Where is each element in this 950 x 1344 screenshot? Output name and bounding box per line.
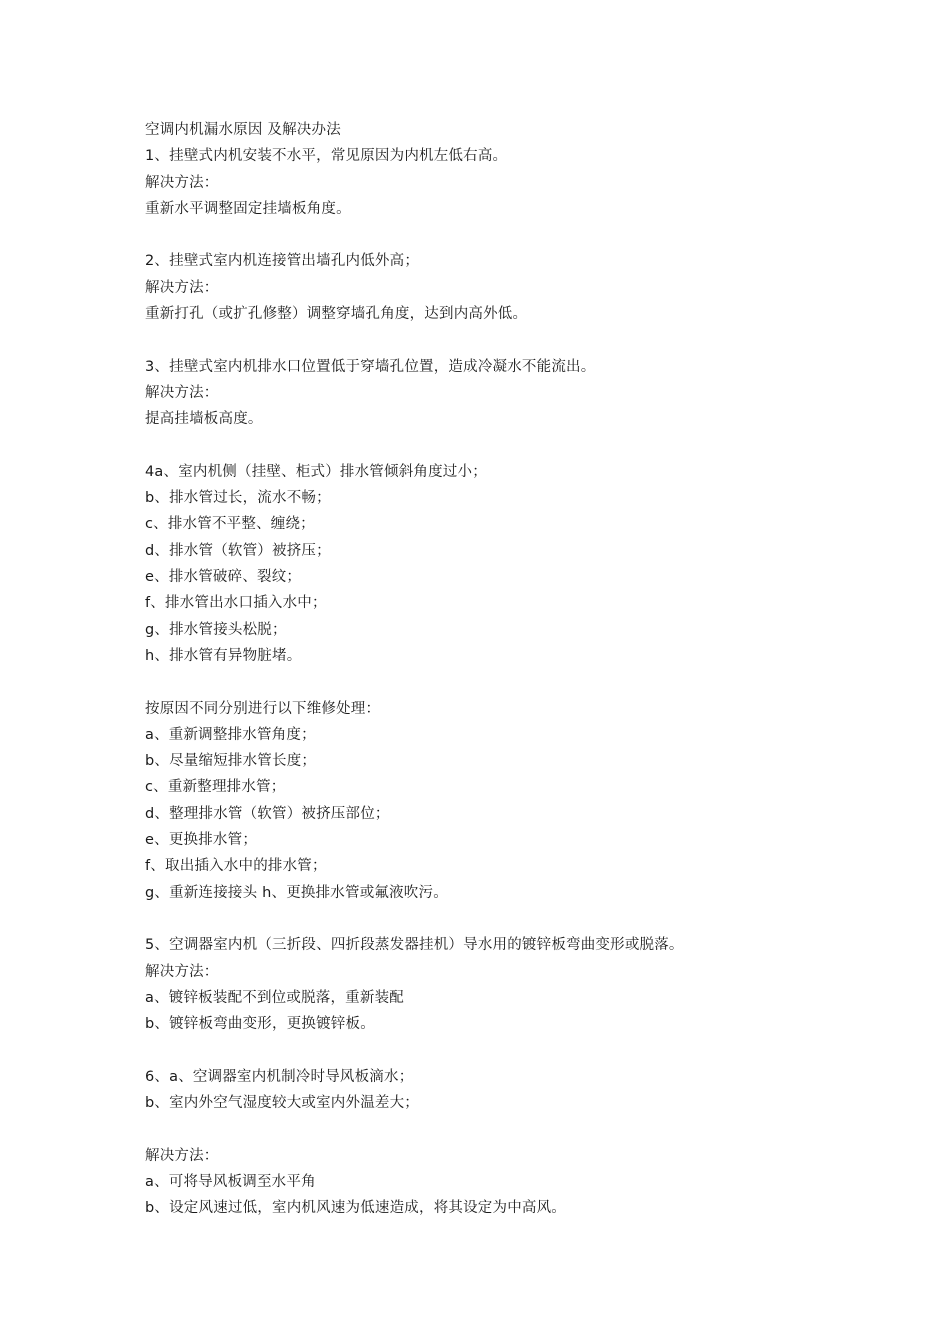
text-line: a、镀锌板装配不到位或脱落，重新装配 [145,989,404,1006]
text-line: f、排水管出水口插入水中； [145,595,327,612]
text-line: 按原因不同分别进行以下维修处理： [145,700,381,717]
text-line: g、排水管接头松脱； [145,621,287,638]
text-line: a、重新调整排水管角度； [145,726,316,743]
text-line: f、取出插入水中的排水管； [145,858,327,875]
text-line: b、室内外空气湿度较大或室内外温差大； [145,1094,420,1111]
text-line: e、更换排水管； [145,832,258,849]
text-line: 6、a、空调器室内机制冷时导风板滴水； [145,1068,414,1085]
text-line: 提高挂墙板高度。 [145,411,263,428]
blank-line [145,222,925,248]
blank-line [145,669,925,695]
text-line: c、排水管不平整、缠绕； [145,516,315,533]
text-line: 解决方法： [145,963,219,980]
text-line: e、排水管破碎、裂纹； [145,569,302,586]
document-body [145,117,925,1221]
text-line: c、重新整理排水管； [145,779,286,796]
text-line: 5、空调器室内机（三折段、四折段蒸发器挂机）导水用的镀锌板弯曲变形或脱落。 [145,937,684,954]
text-line: a、可将导风板调至水平角 [145,1173,316,1190]
document-title: 空调内机漏水原因 及解决办法 [145,122,341,138]
text-line: 重新水平调整固定挂墙板角度。 [145,200,351,217]
text-line: 1、挂壁式内机安装不水平，常见原因为内机左低右高。 [145,148,508,165]
text-line: h、排水管有异物脏堵。 [145,647,302,664]
blank-line [145,1116,925,1142]
blank-line [145,433,925,459]
text-line: d、整理排水管（软管）被挤压部位； [145,805,390,822]
blank-line [145,1037,925,1063]
text-line: b、镀锌板弯曲变形，更换镀锌板。 [145,1016,375,1033]
blank-line [145,327,925,353]
text-line: 重新打孔（或扩孔修整）调整穿墙孔角度，达到内高外低。 [145,306,528,323]
text-line: b、设定风速过低，室内机风速为低速造成，将其设定为中高风。 [145,1200,567,1217]
text-line: 解决方法： [145,384,219,401]
text-line: 3、挂壁式室内机排水口位置低于穿墙孔位置，造成冷凝水不能流出。 [145,358,596,375]
text-line: 解决方法： [145,1147,219,1164]
text-line: 4a、室内机侧（挂壁、柜式）排水管倾斜角度过小； [145,463,487,480]
text-line: d、排水管（软管）被挤压； [145,542,331,559]
text-line: 解决方法： [145,174,219,191]
text-line: b、排水管过长，流水不畅； [145,490,331,507]
blank-line [145,906,925,932]
text-line: g、重新连接接头 h、更换排水管或氟液吹污。 [145,884,448,901]
text-line: 2、挂壁式室内机连接管出墙孔内低外高； [145,253,420,270]
text-line: b、尽量缩短排水管长度； [145,753,317,770]
text-line: 解决方法： [145,279,219,296]
